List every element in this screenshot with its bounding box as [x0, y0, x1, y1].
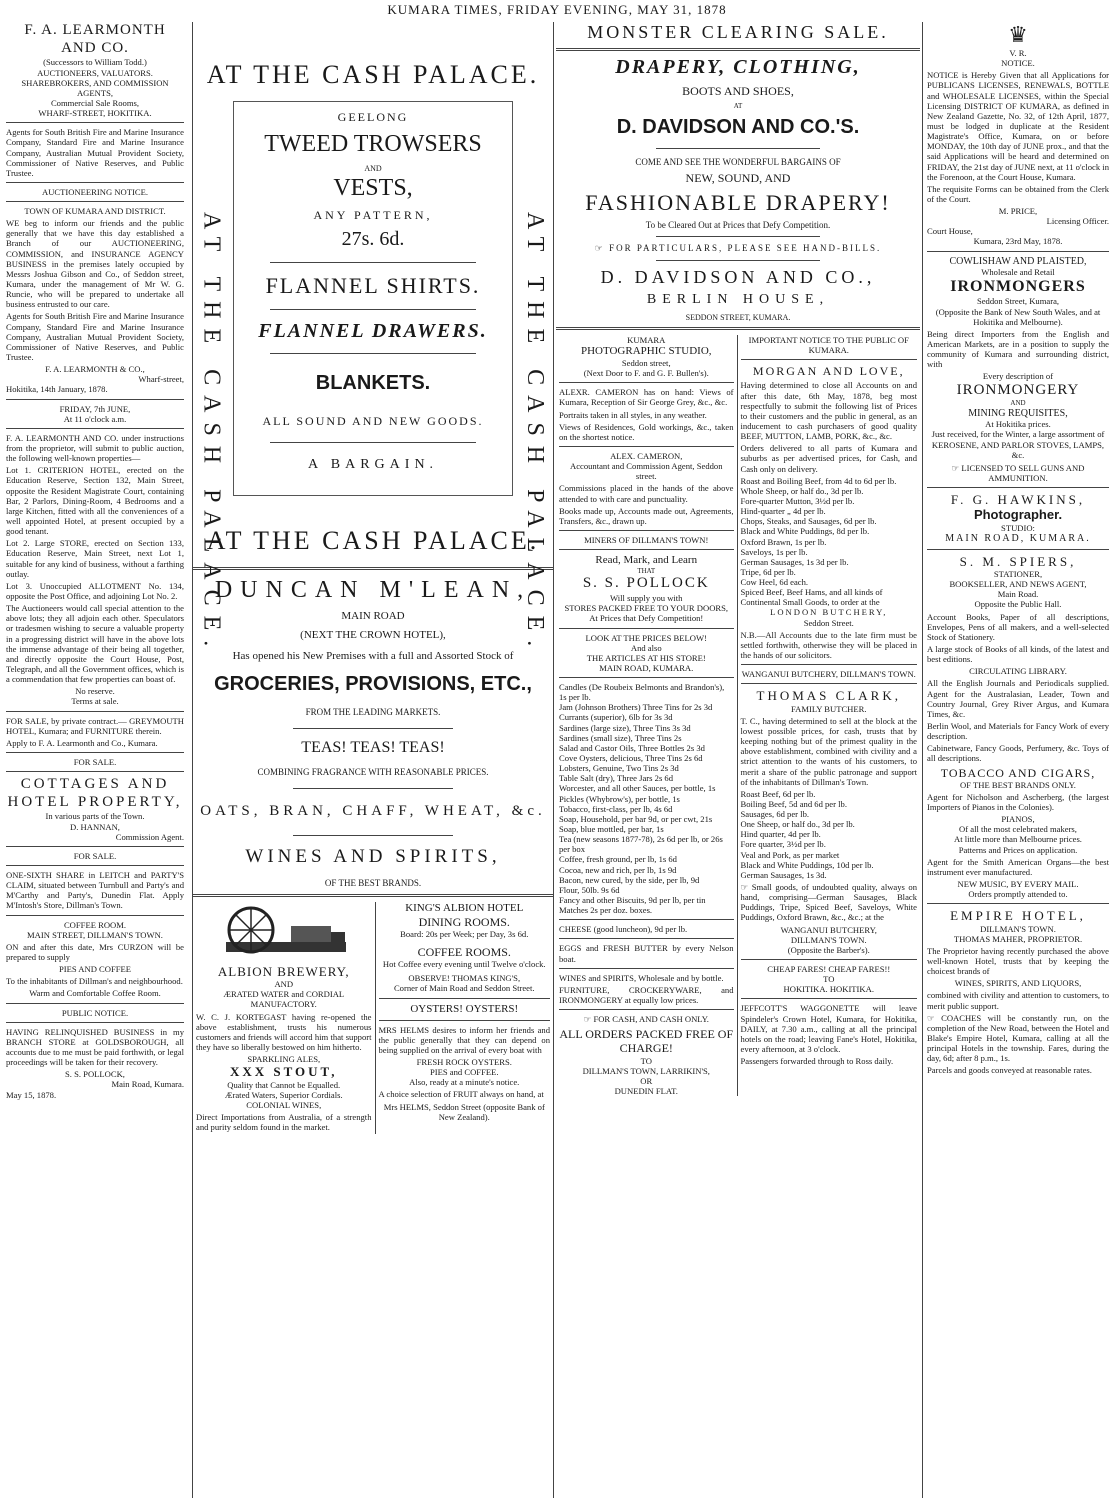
helms-body: MRS HELMS desires to inform her friends and the public generally that they can depend on being supplied on the arrival of every boat with [378, 1024, 550, 1055]
fg-hawkins: F. G. HAWKINS, [950, 492, 1086, 508]
list-item: Roast Beef, 6d per lb. [740, 788, 816, 799]
list-item: Hind-quarter „ 4d per lb. [740, 506, 826, 517]
nb-accounts: N.B.—All Accounts due to the late firm must be settled forthwith, otherwise they will be placed in the hands of our solicitors. [740, 629, 917, 661]
studio-next-door: (Next Door to F. and G. F. Bullen's). [583, 368, 709, 379]
licensed-guns-text: LICENSED TO SELL GUNS AND AMMUNITION. [961, 462, 1085, 483]
column-4 [922, 22, 1109, 1498]
tobacco-cigars: TOBACCO AND CIGARS, [940, 765, 1096, 780]
morgan-body: Having determined to close all Accounts on and after this date, 6th May, 1878, beg most respectfully to submit the following list of Prices to their customers and the public in general, as an inducement to cash purchasers of good quality BEEF, MUTTON, LAMB, PORK, &c., &c. [740, 380, 917, 442]
list-item: Sausages, 6d per lb. [740, 809, 810, 820]
for-sale-title-2: FOR SALE. [73, 850, 117, 861]
no-reserve: No reserve. [75, 686, 115, 697]
quality: Quality that Cannot be Equalled. [227, 1079, 341, 1090]
pollock-date: May 15, 1878. [6, 1089, 57, 1100]
kings-albion-hotel: KING'S ALBION HOTEL [405, 901, 524, 914]
list-item: Tobacco, first-class, per lb, 4s 6d [559, 803, 673, 814]
boots-shoes: BOOTS AND SHOES, [682, 83, 794, 98]
any-pattern: ANY PATTERN, [313, 207, 433, 222]
every-description: Every description of [982, 371, 1054, 382]
and-label: AND [1010, 399, 1026, 408]
list-item: Boiling Beef, 5d and 6d per lb. [740, 798, 847, 809]
to-label-2: TO [823, 974, 835, 985]
destinations: DILLMAN'S TOWN, LARRIKIN'S, [582, 1065, 710, 1076]
combining: COMBINING FRAGRANCE WITH REASONABLE PRICES. [257, 767, 489, 778]
dining-rooms: DINING ROOMS. [418, 914, 510, 929]
board-price: Board: 20s per Week; per Day, 3s 6d. [400, 928, 529, 939]
pointing-hand-icon: ☞ [583, 1014, 594, 1025]
fruit-selection: A choice selection of FRUIT always on hand, at [378, 1089, 544, 1100]
coffee-room-title: COFFEE ROOM. [63, 919, 127, 930]
london-butchery: LONDON BUTCHERY, [770, 607, 888, 618]
auction-body: WE beg to inform our friends and the public generally that we have this day established a Branch of our AUCTIONEERING, COMMISSION, and INSURANCE AGENCY BUSINESS in the premises lately occupied by Messrs Joshua Gibson and Co., of Seddon street, Kumara, under the management of Mr W. G. Runcie, who will be prepared to undertake all business entrusted to our care. [6, 218, 184, 310]
pointing-hand-icon: ☞ [740, 882, 752, 893]
list-item: Veal and Pork, as per market [740, 849, 840, 860]
learmonth-agents: Agents for South British Fire and Marine Insurance Company, Standard Fire and Marine Insurance Company, Australian Mutual Provident Society, Commissioner of Native Reserves, and Public Trustee. [6, 127, 184, 178]
leitch-claim: ONE-SIXTH SHARE in LEITCH and PARTY'S CLAIM, situated between Turnbull and Party's and M'Carthy and Party's, Dunedin Flat. Apply M'Intosh's Store, Dillman's Town. [6, 870, 184, 911]
parcels: Parcels and goods conveyed at reasonable rates. [927, 1065, 1092, 1076]
particulars-text: FOR PARTICULARS, PLEASE SEE HAND-BILLS. [609, 243, 882, 254]
wholesale-retail: Wholesale and Retail [981, 267, 1055, 278]
hokitika-title: HOKITIKA. HOKITIKA. [783, 984, 874, 995]
cash-palace-vertical-left: AT THE CASH PALACE. [198, 212, 225, 657]
meat-price-list [741, 476, 917, 608]
list-item: Flour, 50lb. 9s 6d [559, 884, 620, 895]
learmonth-successors: (Successors to William Todd.) [43, 57, 147, 68]
royal-coat-of-arms-icon: ♛ [1008, 22, 1028, 47]
terms: Terms at sale. [71, 696, 119, 707]
hannan-role: Commission Agent. [115, 831, 184, 842]
town-title: TOWN OF KUMARA AND DISTRICT. [24, 206, 166, 217]
list-item: Soap, Household, per bar 9d, or per cwt, 21s [559, 813, 713, 824]
sale-day: FRIDAY, 7th JUNE, [59, 403, 131, 414]
small-goods [741, 882, 917, 923]
auction-notice-title: AUCTIONEERING NOTICE. [42, 186, 148, 197]
important-notice: IMPORTANT NOTICE TO THE PUBLIC OF KUMARA. [748, 334, 909, 356]
spiers-main-road: Main Road. [997, 589, 1039, 600]
auction-date: Hokitika, 14th January, 1878. [6, 384, 108, 395]
list-item: Hind quarter, 4d per lb. [740, 829, 821, 840]
flannel-drawers: FLANNEL DRAWERS. [258, 319, 488, 342]
particulars [556, 243, 920, 254]
geelong: GEELONG [337, 109, 409, 124]
pianos: PIANOS, [1001, 814, 1035, 825]
hot-coffee: Hot Coffee every evening until Twelve o'clock. [382, 959, 546, 970]
drapery-clothing: DRAPERY, CLOTHING, [615, 56, 861, 79]
pointing-hand-icon: ☞ [594, 243, 610, 254]
list-item: Worcester, and all other Sauces, per bottle, 1s [559, 783, 716, 794]
cameron-name: ALEX. CAMERON, [610, 451, 683, 462]
clark-price-list [741, 789, 917, 880]
list-item: Lobsters, Genuine, Two Tins 2s 3d [559, 763, 679, 774]
public-hall: Opposite the Public Hall. [974, 599, 1062, 610]
circulating-library: CIRCULATING LIBRARY. [969, 666, 1067, 677]
requisite-forms: The requisite Forms can be obtained from the Clerk of the Court. [927, 183, 1109, 204]
wanganui-butchery: WANGANUI BUTCHERY, [780, 924, 877, 935]
aerated-manufactory: ÆRATED WATER and CORDIAL MANUFACTORY. [223, 989, 345, 1010]
best-brands-only: OF THE BEST BRANDS ONLY. [960, 779, 1076, 790]
sale-time: At 11 o'clock a.m. [63, 413, 127, 424]
oysters-title: OYSTERS! OYSTERS! [410, 1002, 519, 1015]
list-item: One Sheep, or half do., 3d per lb. [740, 819, 855, 830]
journals: All the English Journals and Periodicals supplied. Agent for the Australasian, Leader, Town and Country Journal, Grey River Argus, and Kumara Times, &c. [927, 678, 1109, 719]
winter-assortment: Just received, for the Winter, a large assortment of [931, 429, 1105, 440]
aerated-waters: Ærated Waters, Superior Cordials. [224, 1089, 343, 1100]
ironmongers: IRONMONGERS [950, 277, 1086, 295]
pointing-hand-icon: ☞ [951, 462, 962, 473]
direct-importations: Direct Importations from Australia, of a strength and purity seldom found in the market. [196, 1112, 372, 1133]
berlin-house: BERLIN HOUSE, [646, 292, 830, 307]
kings-corner: Corner of Main Road and Seddon Street. [393, 983, 535, 994]
studio-street: Seddon street, [621, 358, 671, 369]
cottages-title: COTTAGES AND HOTEL PROPERTY, [7, 776, 183, 810]
list-item: Sardines (large size), Three Tins 3s 3d [559, 722, 691, 733]
list-item: Fore-quarter Mutton, 3½d per lb. [740, 495, 855, 506]
list-item: Currants (superior), 6lb for 3s 3d [559, 712, 673, 723]
lot-1: Lot 1. CRITERION HOTEL, erected on the Education Reserve, Section 132, Main Street, opposite the Resident Magistrate Court, containing Bar, 2 Parlors, Dining-Room, 4 Bedrooms and a large Kitchen, fitted with all the conveniences of a well appointed Hotel, at present occupied by a good tenant. [6, 465, 184, 537]
cash-palace-heading-1: AT THE CASH PALACE. [206, 60, 540, 89]
cameron-accountant: Accountant and Commission Agent, Seddon street. [569, 461, 723, 482]
orders-attended: Orders promptly attended to. [968, 889, 1068, 900]
and-1: AND [364, 164, 382, 174]
wanganui-dillmans: DILLMAN'S TOWN. [790, 934, 867, 945]
auction-agents: Agents for South British Fire and Marine Insurance Company, Standard Fire and Marine Insurance Company, Australian Mutual Provident Society, Commissioner of Native Reserves, and Public Trustee. [6, 311, 184, 363]
that-label: THAT [637, 567, 656, 576]
at-label: AT [733, 101, 743, 110]
mclean-main-road: MAIN ROAD [341, 610, 405, 623]
notice-title: NOTICE. [1001, 58, 1035, 69]
coffee-room-warm: Warm and Comfortable Coffee Room. [29, 988, 161, 999]
learmonth-wharf: WHARF-STREET, HOKITIKA. [38, 108, 152, 119]
greymouth-apply: Apply to F. A. Learmonth and Co., Kumara. [6, 737, 158, 748]
empire-dillmans: DILLMAN'S TOWN. [980, 923, 1056, 934]
cabinetware: Cabinetware, Fancy Goods, Perfumery, &c. Toys of all descriptions. [927, 743, 1109, 764]
pollock-defy: At Prices that Defy Competition! [589, 613, 704, 624]
column-3 [556, 22, 920, 1498]
list-item: Saveloys, 1s per lb. [740, 546, 808, 557]
list-item: Roast and Boiling Beef, from 4d to 6d per lb. [740, 475, 897, 486]
articles-store: THE ARTICLES AT HIS STORE! [586, 652, 706, 663]
kortegast: W. C. J. KORTEGAST having re-opened the above establishment, trusts his numerous customers and friends will accord him that support they have so liberally bestowed on him hitherto. [196, 1011, 372, 1053]
pollock-address: Main Road, Kumara. [111, 1079, 184, 1090]
new-sound: NEW, SOUND, AND [685, 171, 791, 186]
coffee-room-pies: PIES AND COFFEE [58, 964, 132, 975]
groceries: GROCERIES, PROVISIONS, ETC., [214, 673, 532, 696]
cheese: CHEESE (good luncheon), 9d per lb. [559, 924, 688, 935]
davidson-name-2: D. DAVIDSON AND CO., [600, 266, 876, 287]
teas: TEAS! TEAS! TEAS! [301, 738, 445, 756]
price-list [559, 682, 734, 915]
small-goods-text: Small goods, of undoubted quality, always on hand, comprising—German Sausages, Black Puddings, Tripe, Spiced Beef, Saveloys, White Puddings, Oxford Brawn, &c., &c.; at the [740, 882, 917, 923]
morgan-love: MORGAN AND LOVE, [752, 364, 905, 379]
bookseller: BOOKSELLER, AND NEWS AGENT, [949, 579, 1087, 590]
sale-intro: F. A. LEARMONTH AND CO. under instructions from the proprietor, will submit to public auction, the following well-known properties— [6, 432, 184, 464]
davidson-seddon: SEDDON STREET, KUMARA. [685, 312, 791, 322]
cash-palace-heading-2: AT THE CASH PALACE. [206, 526, 540, 556]
piano-agent: Agent for Nicholson and Ascherberg, (the largest Importers of Pianos in the Colonies). [927, 791, 1109, 813]
cottages-where: In various parts of the Town. [45, 811, 145, 822]
cleared-out: To be Cleared Out at Prices that Defy Competition. [645, 219, 831, 230]
ironmongers-seddon: Seddon Street, Kumara, [976, 296, 1060, 307]
dunedin-flat: DUNEDIN FLAT. [614, 1086, 678, 1097]
read-mark-learn: Read, Mark, and Learn [595, 554, 698, 567]
pollock-wines: WINES and SPIRITS, Wholesale and by bottle. [559, 972, 724, 983]
stationer: STATIONER, [993, 569, 1043, 580]
column-2 [192, 22, 554, 1498]
list-item: Coffee, fresh ground, per lb, 1s 6d [559, 854, 677, 865]
come-and-see: COME AND SEE THE WONDERFUL BARGAINS OF [635, 156, 841, 167]
pollock-supply: Will supply you with [610, 593, 683, 604]
list-item: German Sausages, 1s 3d. [740, 869, 827, 880]
account-books: Account Books, Paper of all descriptions, Envelopes, Pens of all makers, and a well-selected Stock of Stationery. [927, 611, 1109, 642]
london-street: Seddon Street. [803, 617, 854, 628]
smith-organs: Agent for the Smith American Organs—the best instrument ever manufactured. [927, 856, 1109, 877]
list-item: Chops, Steaks, and Sausages, 6d per lb. [740, 516, 877, 527]
ss-pollock: S. S. POLLOCK [582, 575, 710, 592]
sound-goods: ALL SOUND AND NEW GOODS. [262, 413, 484, 428]
price: 27s. 6d. [341, 228, 405, 251]
cameron-books: Books made up, Accounts made out, Agreements, Transfers, &c., drawn up. [559, 505, 734, 526]
sparkling-ales: SPARKLING ALES, [247, 1054, 321, 1065]
hannan-name: D. HANNAN, [70, 821, 120, 832]
bargain: A BARGAIN. [307, 456, 439, 472]
hokitika-prices: At Hokitika prices. [985, 419, 1051, 430]
vests: VESTS, [333, 174, 413, 201]
to-label: TO [640, 1055, 652, 1066]
cameron-portraits: Portraits taken in all styles, in any weather. [559, 409, 707, 420]
public-notice-title: PUBLIC NOTICE. [61, 1007, 129, 1018]
list-item: Salad and Castor Oils, Three Bottles 2s 3d [559, 742, 705, 753]
clark-body: T. C., having determined to sell at the block at the lowest possible prices, for cash, trusts that by keeping nothing but of the primest quality in the above establishment, combined with civility and a strict attention to the wants of his customers, to merit a share of the public patronage and support of the inhabitants of Dillman's Town. [740, 715, 917, 787]
orders-delivered: Orders delivered to all parts of Kumara and suburbs as per advertised prices, for Cash, and Cash only on delivery. [740, 443, 917, 474]
large-stock: A large stock of Books of all kinds, of the latest and best editions. [927, 644, 1109, 665]
list-item: German Sausages, 1s 3d per lb. [740, 556, 849, 567]
flannel-shirts: FLANNEL SHIRTS. [265, 272, 481, 298]
or-label: OR [640, 1075, 653, 1086]
fashionable-drapery: FASHIONABLE DRAPERY! [585, 189, 891, 215]
patterns-prices: Patterns and Prices on application. [958, 844, 1078, 855]
sm-spiers: S. M. SPIERS, [959, 553, 1077, 569]
thomas-clark: THOMAS CLARK, [756, 688, 901, 704]
xxx-stout: XXX STOUT, [229, 1064, 338, 1080]
orders-packed: ALL ORDERS PACKED FREE OF CHARGE! [559, 1027, 734, 1056]
column-1 [6, 22, 184, 1100]
new-music: NEW MUSIC, BY EVERY MAIL. [957, 879, 1079, 890]
list-item: Sardines (small size), Three Tins 2s [559, 732, 682, 743]
pollock-furniture: FURNITURE, CROCKERYWARE, and IRONMONGERY at equally low prices. [559, 984, 734, 1005]
list-item: Black and White Puddings, 10d per lb. [740, 859, 874, 870]
list-item: Whole Sheep, or half do., 3d per lb. [740, 485, 864, 496]
duncan-mclean: DUNCAN M'LEAN, [214, 577, 532, 604]
photographer: Photographer. [973, 507, 1063, 523]
coaches-text: COACHES will be constantly run, on the completion of the New Road, between the Hotel and Blake's Empire Hotel, Kumara, calling at all the principal Hotels in the township. Fares, during the day, 6d; after 8 p.m., 1s. [927, 1012, 1109, 1064]
hawkins-main-road: MAIN ROAD, KUMARA. [945, 532, 1091, 544]
wanganui-title: WANGANUI BUTCHERY, DILLMAN'S TOWN. [741, 669, 916, 680]
auction-sign-street: Wharf-street, [138, 374, 184, 385]
observe-kings: OBSERVE! THOMAS KING'S, [408, 973, 521, 984]
fruit-ready: Also, ready at a minute's notice. [409, 1077, 520, 1088]
cash-palace-vertical-right: AT THE CASH PALACE. [522, 212, 548, 657]
albion-and: AND [274, 979, 294, 990]
learmonth-name: F. A. LEARMONTH AND CO. [24, 22, 166, 56]
empire-hotel: EMPIRE HOTEL, [950, 908, 1086, 924]
cash-only-text: FOR CASH, AND CASH ONLY. [593, 1014, 709, 1025]
leading-markets: FROM THE LEADING MARKETS. [305, 706, 441, 717]
list-item: Black and White Puddings, 8d per lb. [740, 526, 870, 537]
family-butcher: FAMILY BUTCHER. [790, 703, 867, 714]
coffee-room-body: ON and after this date, Mrs CURZON will be prepared to supply [6, 941, 184, 963]
albion-brewery: ALBION BREWERY, [217, 963, 350, 979]
civility: combined with civility and attention to customers, to merit public support. [927, 990, 1109, 1011]
monster-sale: MONSTER CLEARING SALE. [587, 22, 889, 42]
lot-3: Lot 3. Unoccupied ALLOTMENT No. 134, opposite the Post Office, and adjoining Lot No. 2. [6, 580, 184, 601]
vr-mark: V. R. [1009, 47, 1027, 58]
list-item: Tripe, 6d per lb. [740, 566, 796, 577]
studio-kumara: KUMARA [627, 334, 666, 345]
ironmongery: IRONMONGERY [956, 381, 1080, 398]
list-item: Soap, blue mottled, per bar, 1s [559, 824, 664, 835]
pies-coffee: PIES and COFFEE. [429, 1067, 499, 1078]
wines-spirits: WINES AND SPIRITS, [245, 845, 501, 867]
cameron-residences: Views of Residences, Gold workings, &c., taken on the shortest notice. [559, 421, 734, 442]
mining-requisites: MINING REQUISITES, [968, 407, 1068, 419]
brewery-engine-illustration [196, 902, 366, 962]
melbourne-prices: At little more than Melbourne prices. [954, 834, 1082, 845]
miners-title: MINERS OF DILLMAN'S TOWN! [584, 535, 709, 546]
mclean-opened: Has opened his New Premises with a full and Assorted Stock of [232, 650, 514, 663]
cowlishaw-plaisted: COWLISHAW AND PLAISTED, [949, 255, 1087, 267]
list-item: Bacon, new cured, by the side, per lb, 9d [559, 874, 700, 885]
pollock-body: HAVING RELINQUISHED BUSINESS in my BRANCH STORE at GOLDSBOROUGH, all accounts due to me must be paid forthwith, or legal proceedings will be taken for their recovery. [6, 1026, 184, 1068]
next-crown-hotel: (NEXT THE CROWN HOTEL), [300, 629, 446, 642]
berlin-wool: Berlin Wool, and Materials for Fancy Work of every description. [927, 721, 1109, 742]
list-item: Matches 2s per doz. boxes. [559, 905, 653, 916]
list-item: Cocoa, new and rich, per lb, 1s 9d [559, 864, 677, 875]
court-date: Kumara, 23rd May, 1878. [973, 236, 1063, 247]
list-item: Candles (De Roubeix Belmonts and Brandon's), 1s per lb. [559, 682, 725, 703]
empire-wines: WINES, SPIRITS, AND LIQUORS, [954, 978, 1082, 989]
colonial-wines: COLONIAL WINES, [246, 1099, 322, 1110]
cash-palace-box [233, 101, 513, 497]
masthead: KUMARA TIMES, FRIDAY EVENING, MAY 31, 1878 [387, 2, 727, 17]
eggs-butter: EGGS and FRESH BUTTER by every Nelson boat. [559, 943, 734, 964]
cameron-views: ALEXR. CAMERON has on hand: Views of Kumara, Reception of Sir George Grey, &c., &c. [559, 387, 734, 408]
davidson-heading: D. DAVIDSON AND CO.'S. [616, 116, 860, 139]
jeffcott-waggonette: JEFFCOTT'S WAGGONETTE will leave Spindeler's Crown Hotel, Kumara, for Hokitika, DAILY, at 7.30 a.m., calling at all the principal hotels on the road; leaving Fane's Hotel, Hokitika, every afternoon, at 3 o'clock. [740, 1003, 917, 1055]
list-item: Tea (new seasons 1877-78), 2s 6d per lb, or 26s per box [559, 834, 723, 855]
and-also: And also [630, 642, 662, 653]
list-item: Pickles (Whybrow's), per bottle, 1s [559, 793, 680, 804]
oats-bran: OATS, BRAN, CHAFF, WHEAT, &c. [200, 803, 546, 820]
thomas-maher: THOMAS MAHER, PROPRIETOR. [953, 933, 1083, 944]
learmonth-roles: AUCTIONEERS, VALUATORS. SHAREBROKERS, AND COMMISSION AGENTS, [21, 67, 169, 98]
pollock-main-road: MAIN ROAD, KUMARA. [599, 662, 694, 673]
licensing-notice: NOTICE is Hereby Given that all Applications for PUBLICANS LICENSES, RENEWALS, BOTTLE and WHOLESALE LICENSES, within the Special Licensing DISTRICT OF KUMARA, as defined in New Zealand Gazette, No. 32, of 12th April, 1877, must be lodged in duplicate at the Resident Magistrate's Office, Kumara, on or before MONDAY, the 10th day of JUNE prox., and that the said Applications will be heard and determined on FRIDAY, the 21st day of JUNE next, at 11 o'clock in the Forenoon, at the Court House, Kumara. [927, 70, 1109, 182]
cheap-fares: CHEAP FARES! CHEAP FARES!! [767, 964, 891, 975]
fresh-rock-oysters: FRESH ROCK OYSTERS. [416, 1056, 512, 1067]
look-prices: LOOK AT THE PRICES BELOW! [585, 632, 707, 643]
pollock-stores: STORES PACKED FREE TO YOUR DOORS, [564, 603, 729, 614]
col3-lower [556, 335, 920, 1096]
pointing-hand-icon: ☞ [927, 1012, 942, 1023]
list-item: Cow Heel, 6d each. [740, 577, 809, 588]
learmonth-rooms: Commercial Sale Rooms, [50, 97, 140, 108]
kerosene-stoves: KEROSENE, AND PARLOR STOVES, LAMPS, &c. [931, 439, 1105, 460]
passengers: Passengers forwarded through to Ross daily. [740, 1056, 894, 1067]
auction-attention: The Auctioneers would call special attention to the above lots; they all adjoin each other. Speculators or tradesmen wishing to secure a valuable property in a progressing district will have in the above lots the immense advantage of their being all together, and directly opposite the Court House, Post, Telegraph, and all the Government offices, which is a commendation that few properties can boast of. [6, 603, 184, 685]
piano-makers: Of all the most celebrated makers, [959, 824, 1077, 835]
m-price: M. PRICE, [998, 206, 1038, 217]
ironmongers-opposite: (Opposite the Bank of New South Wales, and at Hokitika and Melbourne). [935, 306, 1101, 327]
coffee-rooms: COFFEE ROOMS. [417, 945, 511, 959]
pollock-sign: S. S. POLLOCK, [65, 1069, 125, 1080]
auction-sign: F. A. LEARMONTH & CO., [45, 364, 145, 375]
list-item: Fore quarter, 3½d per lb. [740, 839, 826, 850]
greymouth-hotel: FOR SALE, by private contract.— GREYMOUTH HOTEL, Kumara; and FURNITURE therein. [6, 715, 184, 736]
col2-lower [193, 902, 553, 1135]
hawkins-studio: STUDIO: [1001, 522, 1035, 533]
list-item: Oxford Brawn, 1s per lb. [740, 536, 827, 547]
photographic-studio: PHOTOGRAPHIC STUDIO, [580, 345, 712, 358]
blankets: BLANKETS. [315, 372, 431, 395]
list-item: Jam (Johnson Brothers) Three Tins for 2s 3d [559, 702, 713, 713]
coffee-room-street: MAIN STREET, DILLMAN'S TOWN. [27, 929, 163, 940]
for-sale-title-1: FOR SALE. [73, 756, 117, 767]
list-item: Spiced Beef, Beef Hams, and all kinds of Continental Small Goods, to order at the [740, 587, 883, 608]
coffee-room-to: To the inhabitants of Dillman's and neighbourhood. [6, 976, 183, 987]
licensed-guns [927, 463, 1109, 483]
list-item: Table Salt (dry), Three Jars 2s 6d [559, 773, 674, 784]
coaches [927, 1013, 1109, 1064]
court-house: Court House, [927, 226, 973, 237]
maher-body: The Proprietor having recently purchased the above well-known Hotel, trusts that by keeping the choicest brands of [927, 945, 1109, 977]
cash-only [559, 1014, 734, 1024]
opposite-barber: (Opposite the Barber's). [787, 944, 870, 955]
helms-address: Mrs HELMS, Seddon Street (opposite Bank of New Zealand). [383, 1101, 545, 1122]
tweed-trowsers: TWEED TROWSERS [264, 130, 482, 157]
ironmongers-direct: Being direct Importers from the English and American Markets, are in a position to supply the community of Kumara and surrounding district, with [927, 328, 1109, 370]
cameron-commissions: Commissions placed in the hands of the above attended to with care and punctuality. [559, 483, 734, 504]
list-item: Fancy and other Biscuits, 9d per lb, per tin [559, 895, 706, 906]
licensing-officer: Licensing Officer. [1046, 216, 1109, 227]
best-brands: OF THE BEST BRANDS. [324, 878, 422, 889]
list-item: Cove Oysters, delicious, Three Tins 2s 6d [559, 753, 703, 764]
lot-2: Lot 2. Large STORE, erected on Section 133, Education Reserve, Main Street, next Lot 1, suitable for any kind of business, without a farthing outlay. [6, 538, 184, 579]
